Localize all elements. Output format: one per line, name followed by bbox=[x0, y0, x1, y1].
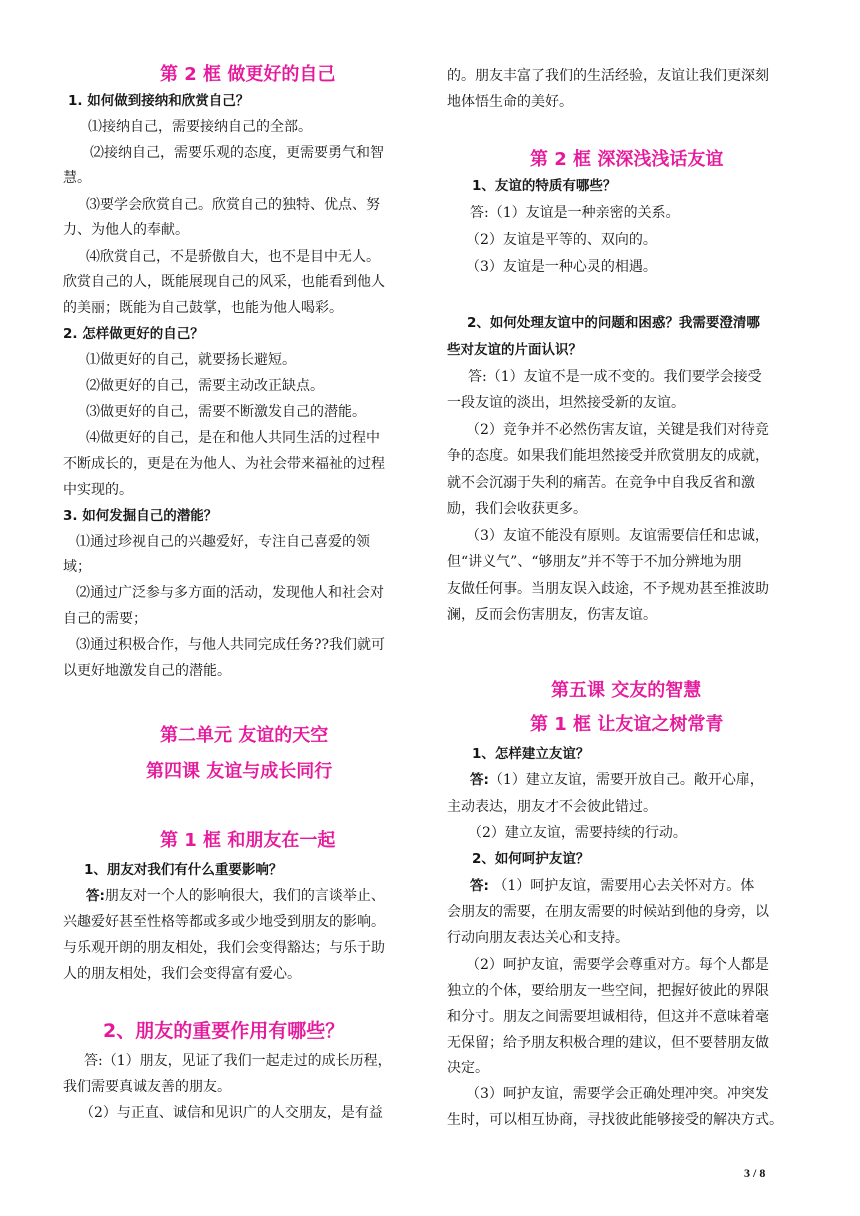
question-heading: 1、朋友对我们有什么重要影响？ bbox=[84, 862, 283, 878]
answer-line: 生时，可以相互协商，寻找彼此能够接受的解决方式。 bbox=[447, 1112, 783, 1128]
answer-line: （2）友谊是平等的、双向的。 bbox=[466, 232, 657, 248]
answer-line: ⑵做更好的自己，需要主动改正缺点。 bbox=[86, 378, 324, 394]
answer-line: ⑶做更好的自己，需要不断激发自己的潜能。 bbox=[86, 404, 366, 420]
answer-line: ⑵通过广泛参与多方面的活动，发现他人和社会对 bbox=[76, 585, 384, 601]
answer-line: 不断成长的，更是在为他人、为社会带来福祉的过程 bbox=[63, 456, 385, 472]
answer-line: 答:（1）朋友，见证了我们一起走过的成长历程， bbox=[84, 1053, 392, 1069]
question-heading: 3. 如何发掘自己的潜能？ bbox=[63, 508, 218, 524]
answer-line: 与乐观开朗的朋友相处，我们会变得豁达；与乐于助 bbox=[63, 940, 385, 956]
answer-line: 答:（1）友谊是一种亲密的关系。 bbox=[470, 205, 680, 221]
answer-line: （3）友谊不能没有原则。友谊需要信任和忠诚， bbox=[466, 528, 769, 544]
answer-line bbox=[470, 770, 764, 790]
answer-line: 会朋友的需要，在朋友需要的时候站到他的身旁，以 bbox=[447, 904, 769, 920]
lesson-heading: 第四课 友谊与成长同行 bbox=[146, 761, 333, 782]
answer-line: 争的态度。如果我们能坦然接受并欣赏朋友的成就， bbox=[447, 448, 769, 464]
answer-line: （3）友谊是一种心灵的相遇。 bbox=[466, 259, 657, 275]
answer-label: 答: bbox=[470, 772, 489, 788]
section-heading-friendship: 第 2 框 深深浅浅话友谊 bbox=[530, 149, 724, 170]
answer-line: 励，我们会收获更多。 bbox=[447, 501, 587, 517]
question-heading-large: 2、朋友的重要作用有哪些？ bbox=[103, 1020, 345, 1042]
section-heading-better-self: 第 2 框 做更好的自己 bbox=[160, 64, 336, 85]
answer-line: （3）呵护友谊，需要学会正确处理冲突。冲突发 bbox=[466, 1086, 769, 1102]
answer-line: 人的朋友相处，我们会变得富有爱心。 bbox=[63, 966, 301, 982]
unit-heading: 第二单元 友谊的天空 bbox=[160, 725, 329, 746]
answer-line: ⑵接纳自己，需要乐观的态度，更需要勇气和智 bbox=[90, 145, 384, 161]
answer-line: ⑶要学会欣赏自己。欣赏自己的独特、优点、努 bbox=[86, 197, 380, 213]
question-heading: 2. 怎样做更好的自己？ bbox=[63, 326, 204, 342]
answer-line: 中实现的。 bbox=[63, 482, 133, 498]
answer-line: ⑴做更好的自己，就要扬长避短。 bbox=[86, 352, 296, 368]
answer-line: ⑶通过积极合作，与他人共同完成任务??我们就可 bbox=[76, 637, 386, 653]
answer-line: 就不会沉溺于失利的痛苦。在竞争中自我反省和激 bbox=[447, 475, 755, 491]
question-heading: 些对友谊的片面认识？ bbox=[447, 342, 582, 358]
answer-line bbox=[86, 886, 385, 906]
answer-line: 主动表达，朋友才不会彼此错过。 bbox=[447, 799, 657, 815]
answer-line: 兴趣爱好甚至性格等都或多或少地受到朋友的影响。 bbox=[63, 914, 385, 930]
answer-line: 一段友谊的淡出，坦然接受新的友谊。 bbox=[447, 395, 685, 411]
answer-line: 的。朋友丰富了我们的生活经验，友谊让我们更深刻 bbox=[447, 68, 769, 84]
answer-line: （2）与正直、诚信和见识广的人交朋友，是有益 bbox=[80, 1105, 383, 1121]
answer-line: 独立的个体，要给朋友一些空间，把握好彼此的界限 bbox=[447, 983, 769, 999]
question-heading: 1. 如何做到接纳和欣赏自己？ bbox=[68, 93, 250, 109]
answer-line: 域； bbox=[63, 559, 91, 575]
answer-line: ⑴通过珍视自己的兴趣爱好，专注自己喜爱的领 bbox=[76, 534, 370, 550]
answer-line bbox=[470, 876, 754, 896]
answer-line: 我们需要真诚友善的朋友。 bbox=[63, 1079, 231, 1095]
answer-line: 自己的需要； bbox=[63, 611, 147, 627]
question-heading: 2、如何呵护友谊？ bbox=[472, 851, 590, 867]
answer-text: 朋友对一个人的影响很大，我们的言谈举止、 bbox=[104, 888, 385, 904]
answer-line: 力、为他人的奉献。 bbox=[63, 222, 189, 238]
answer-label: 答: bbox=[86, 888, 105, 904]
answer-line: 和分寸。朋友之间需要坦诚相待，但这并不意味着毫 bbox=[447, 1009, 769, 1025]
answer-line: 地体悟生命的美好。 bbox=[447, 94, 573, 110]
answer-line: ⑷欣赏自己，不是骄傲自大，也不是目中无人。 bbox=[86, 249, 380, 265]
answer-text: （1）呵护友谊，需要用心去关怀对方。体 bbox=[493, 878, 755, 894]
question-heading: 1、怎样建立友谊？ bbox=[472, 746, 590, 762]
answer-text: （1）建立友谊，需要开放自己。敞开心扉， bbox=[488, 772, 764, 788]
lesson-heading: 第五课 交友的智慧 bbox=[551, 680, 702, 701]
answer-line: 欣赏自己的人，既能展现自己的风采，也能看到他人 bbox=[63, 274, 385, 290]
section-heading-with-friends: 第 1 框 和朋友在一起 bbox=[160, 830, 336, 851]
question-heading: 1、友谊的特质有哪些？ bbox=[472, 178, 617, 194]
answer-line: 以更好地激发自己的潜能。 bbox=[63, 663, 231, 679]
answer-line: 行动向朋友表达关心和支持。 bbox=[447, 930, 629, 946]
answer-line: 澜，反而会伤害朋友，伤害友谊。 bbox=[447, 607, 657, 623]
answer-line: ⑷做更好的自己，是在和他人共同生活的过程中 bbox=[86, 430, 380, 446]
answer-line: 答:（1）友谊不是一成不变的。我们要学会接受 bbox=[468, 369, 762, 385]
answer-line: 友做任何事。当朋友误入歧途，不予规劝甚至推波助 bbox=[447, 581, 769, 597]
answer-line: 决定。 bbox=[447, 1060, 489, 1076]
answer-line: 无保留；给予朋友积极合理的建议，但不要替朋友做 bbox=[447, 1035, 769, 1051]
answer-line: 慧。 bbox=[63, 170, 91, 186]
answer-line: （2）建立友谊，需要持续的行动。 bbox=[468, 825, 687, 841]
answer-line: ⑴接纳自己，需要接纳自己的全部。 bbox=[88, 119, 312, 135]
answer-line: （2）呵护友谊，需要学会尊重对方。每个人都是 bbox=[466, 957, 769, 973]
answer-label: 答: bbox=[470, 878, 489, 894]
answer-line: 的美丽；既能为自己鼓掌，也能为他人喝彩。 bbox=[63, 300, 343, 316]
answer-line: （2）竞争并不必然伤害友谊，关键是我们对待竞 bbox=[466, 422, 769, 438]
section-heading-evergreen: 第 1 框 让友谊之树常青 bbox=[530, 714, 724, 735]
page-number: 3 / 8 bbox=[744, 1166, 766, 1180]
answer-line: 但“讲义气”、“够朋友”并不等于不加分辨地为朋 bbox=[447, 554, 742, 570]
question-heading: 2、如何处理友谊中的问题和困惑？我需要澄清哪 bbox=[467, 315, 760, 331]
